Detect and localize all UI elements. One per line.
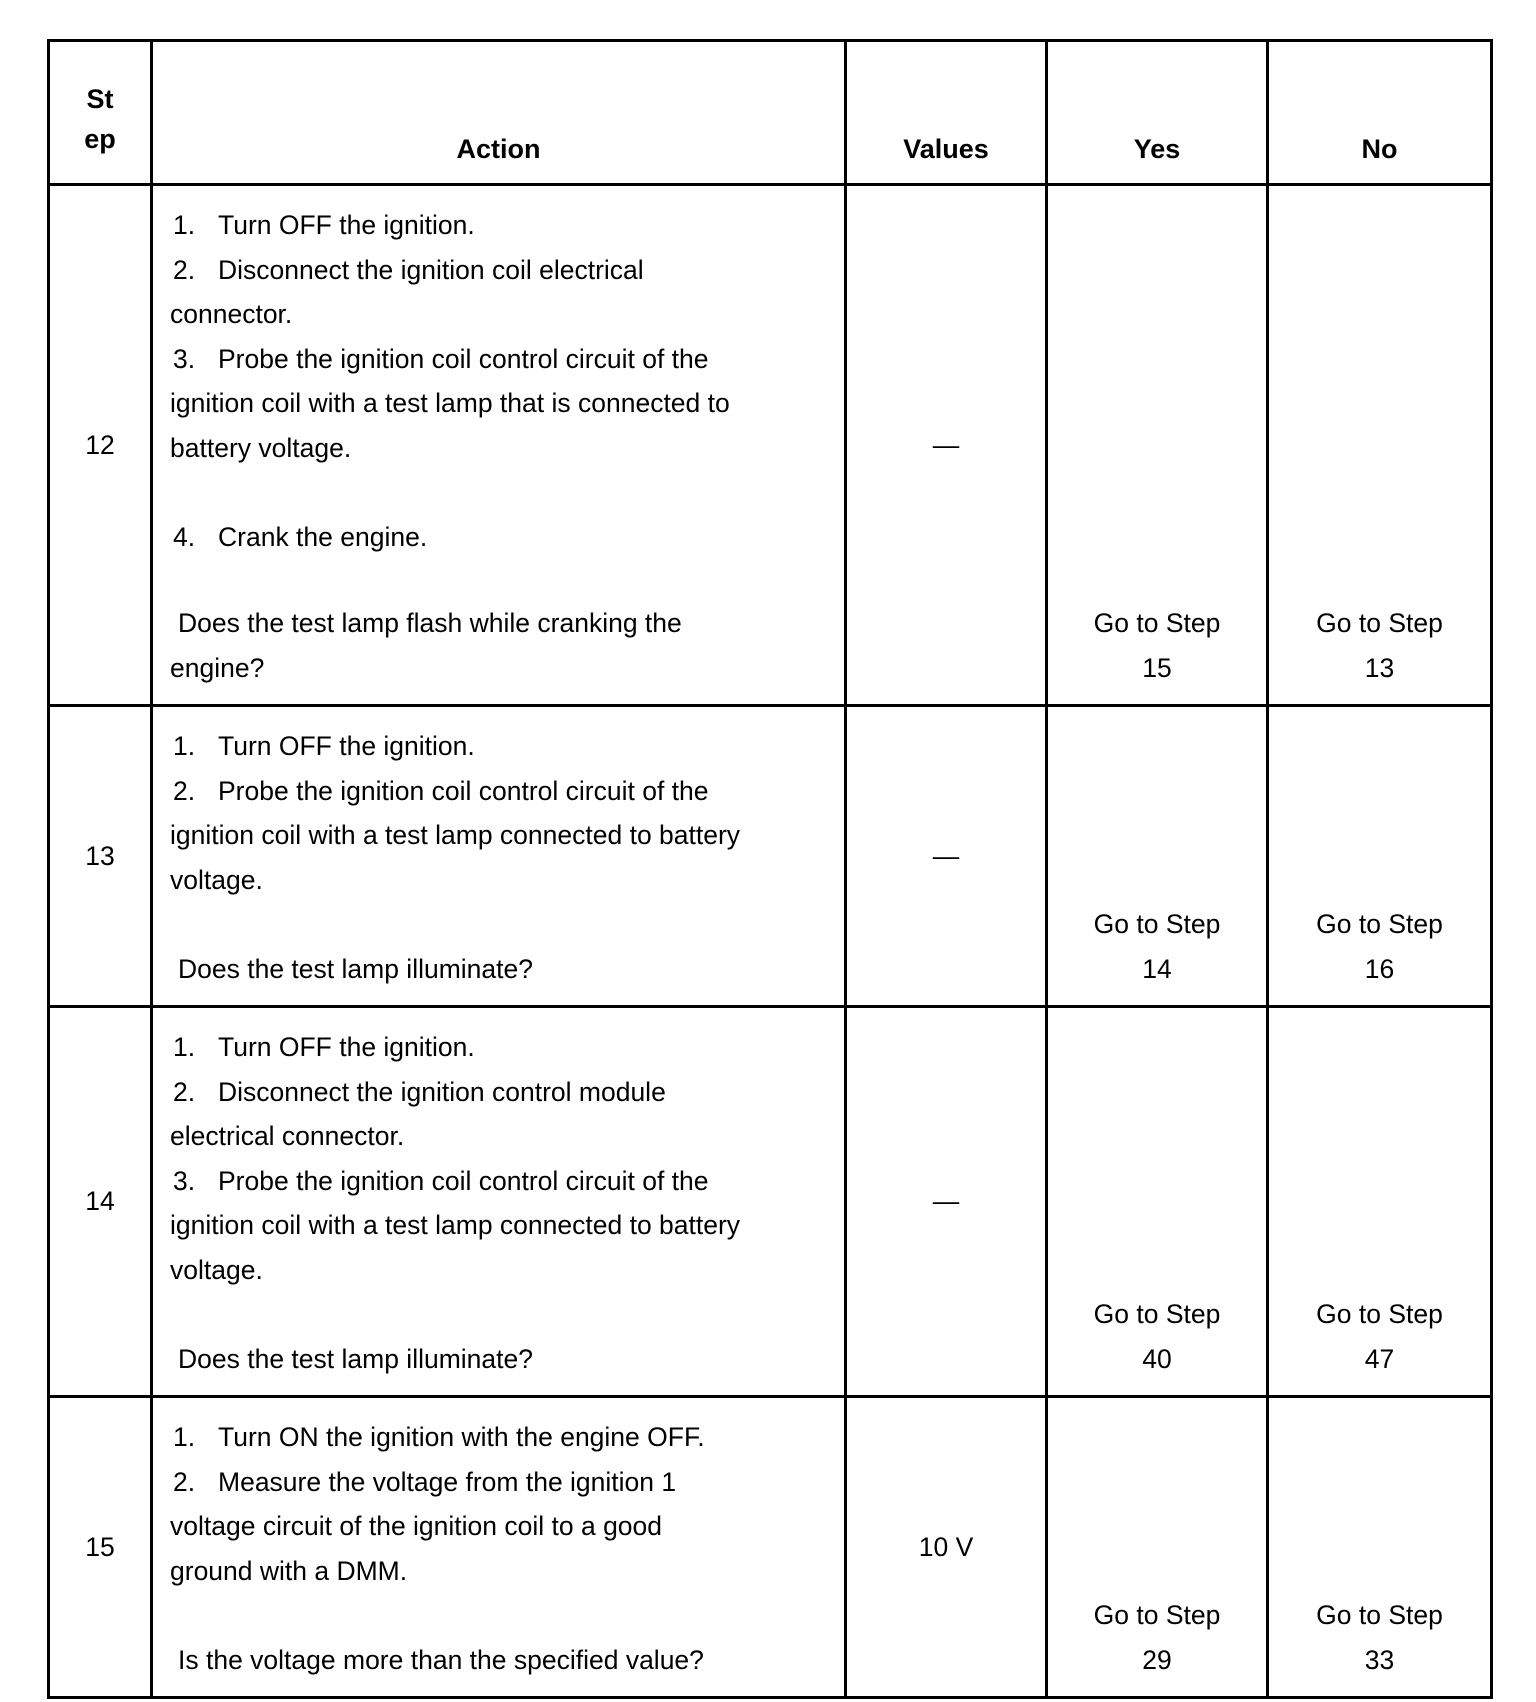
yes-cell (1047, 1007, 1268, 1397)
no-goto-step: 33 (1364, 1644, 1395, 1675)
question: Does the test lamp flash while cranking the (178, 608, 682, 638)
yes-goto-step: 29 (1142, 1644, 1172, 1675)
question: Does the test lamp illuminate? (178, 1343, 533, 1374)
no-goto-step: 47 (1364, 1343, 1395, 1374)
instruction: 2. Probe the ignition coil control circuit of the (173, 775, 709, 806)
instruction-continued: ignition coil with a test lamp connected to battery (170, 820, 741, 850)
instruction-continued: ignition coil with a test lamp connected to battery (170, 1210, 741, 1240)
action-cell (152, 185, 846, 706)
no-goto-step: 13 (1364, 652, 1395, 683)
yes-cell (1047, 185, 1268, 706)
instruction: 4. Crank the engine. (173, 521, 428, 552)
value-cell: — (846, 706, 1047, 1007)
action-cell (152, 1397, 846, 1698)
no-goto-label: Go to Step (1316, 1600, 1443, 1630)
header-step-line2: ep (84, 123, 116, 154)
instruction-continued: voltage. (170, 864, 263, 895)
yes-goto-label: Go to Step (1093, 1600, 1221, 1630)
instruction: 3. Probe the ignition coil control circuit of the (173, 1165, 709, 1196)
instruction-continued: voltage. (170, 1254, 263, 1285)
no-cell (1268, 185, 1492, 706)
header-row (49, 41, 1492, 185)
instruction-continued: voltage circuit of the ignition coil to a good (170, 1511, 663, 1541)
header-no: No (1268, 41, 1492, 185)
instruction: 3. Probe the ignition coil control circuit of the (173, 343, 709, 374)
question: Does the test lamp illuminate? (178, 953, 533, 984)
yes-goto-label: Go to Step (1093, 909, 1221, 939)
step-number: 12 (49, 185, 152, 706)
instruction: 2. Disconnect the ignition control module (173, 1076, 666, 1107)
header-action: Action (152, 41, 846, 185)
question: Is the voltage more than the specified value? (178, 1644, 704, 1675)
instruction: 1. Turn ON the ignition with the engine OFF. (173, 1422, 705, 1452)
table-row (49, 1007, 1492, 1397)
instruction: 2. Measure the voltage from the ignition 1 (173, 1466, 677, 1497)
table-row (49, 706, 1492, 1007)
no-cell (1268, 1007, 1492, 1397)
header-step (49, 41, 152, 185)
table-row (49, 185, 1492, 706)
value-cell: — (846, 1007, 1047, 1397)
step-number: 13 (49, 706, 152, 1007)
instruction: 2. Disconnect the ignition coil electrical (173, 254, 644, 285)
instruction-continued: ignition coil with a test lamp that is connected to (170, 388, 730, 418)
diagnostic-table (47, 39, 1493, 1699)
instruction-continued: connector. (170, 299, 293, 329)
instruction-continued: ground with a DMM. (170, 1555, 408, 1586)
header-step-line1: St (86, 83, 114, 114)
yes-goto-step: 14 (1142, 953, 1172, 984)
no-goto-label: Go to Step (1316, 909, 1443, 939)
no-cell (1268, 1397, 1492, 1698)
yes-cell (1047, 1397, 1268, 1698)
header-yes: Yes (1047, 41, 1268, 185)
instruction-continued: battery voltage. (170, 432, 352, 463)
step-number: 14 (49, 1007, 152, 1397)
table-row (49, 1397, 1492, 1698)
value-cell: — (846, 185, 1047, 706)
step-number: 15 (49, 1397, 152, 1698)
header-values: Values (846, 41, 1047, 185)
yes-goto-step: 15 (1142, 652, 1172, 683)
yes-goto-label: Go to Step (1093, 608, 1221, 638)
instruction: 1. Turn OFF the ignition. (173, 210, 475, 240)
instruction: 1. Turn OFF the ignition. (173, 731, 475, 761)
no-cell (1268, 706, 1492, 1007)
instruction-continued: electrical connector. (170, 1121, 405, 1151)
no-goto-step: 16 (1364, 953, 1395, 984)
no-goto-label: Go to Step (1316, 1299, 1443, 1329)
yes-cell (1047, 706, 1268, 1007)
yes-goto-step: 40 (1142, 1343, 1172, 1374)
question-continued: engine? (170, 652, 265, 683)
instruction: 1. Turn OFF the ignition. (173, 1032, 475, 1062)
yes-goto-label: Go to Step (1093, 1299, 1221, 1329)
action-cell (152, 1007, 846, 1397)
no-goto-label: Go to Step (1316, 608, 1443, 638)
value-cell: 10 V (846, 1397, 1047, 1698)
action-cell (152, 706, 846, 1007)
